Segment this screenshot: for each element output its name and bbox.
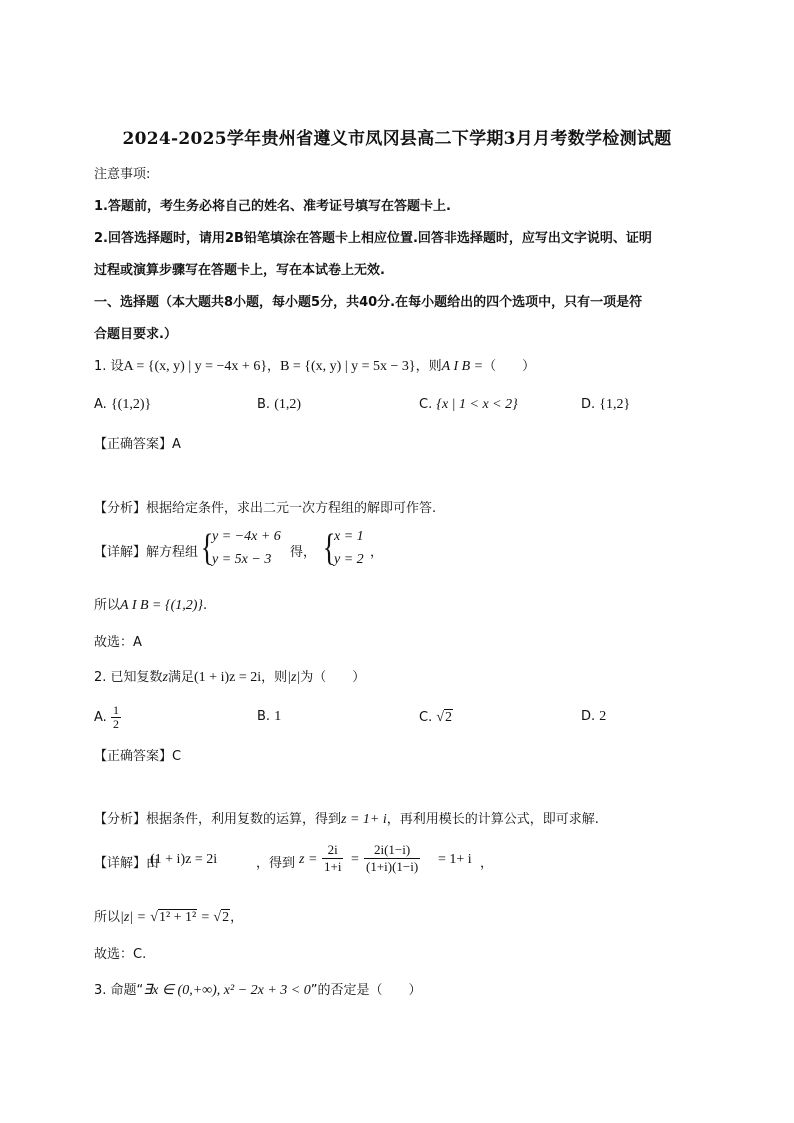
question-1-option-d (581, 397, 630, 413)
detail-prefix: 【详解】由 (94, 856, 160, 871)
stem-prefix: 2. 已知复数 (94, 670, 163, 685)
stem-end: 为（ ） (300, 670, 366, 685)
stem-prefix: 3. 命题“ (94, 983, 144, 998)
analysis-prefix: 【分析】根据条件，利用复数的运算，得到 (94, 812, 342, 827)
option-value: (1,2) (274, 397, 302, 412)
question-1-comma: ， (267, 359, 281, 374)
system-2-equation-2: y = 2 (334, 552, 364, 567)
option-value: 2 (445, 710, 453, 725)
detail-got: 得， (290, 545, 317, 560)
question-1-option-a (94, 397, 151, 413)
question-2-option-a (94, 704, 121, 731)
notice-item-2-line-2: 过程或演算步骤写在答题卡上，写在本试卷上无效. (94, 263, 385, 278)
fraction-numerator: 1 (112, 703, 119, 717)
sqrt-symbol: √ (436, 710, 445, 725)
system-brace: { (200, 527, 214, 569)
question-1-paren: （ ） (483, 359, 536, 374)
equals-sign: = (351, 852, 359, 867)
stem-suffix: ”的否定是（ ） (310, 983, 422, 998)
stem-mid-2: ，则 (261, 670, 288, 685)
section-heading-line-2: 合题目要求.） (94, 327, 177, 342)
option-label: C. (419, 710, 433, 725)
notice-heading: 注意事项: (94, 167, 151, 182)
option-label: D. (581, 397, 596, 412)
question-1-expression: A I B = (441, 359, 484, 374)
system-2-equation-1: x = 1 (334, 529, 364, 544)
question-2-answer: 【正确答案】C (94, 749, 182, 764)
question-1-option-c (419, 397, 518, 413)
system-1-equation-1: y = −4x + 6 (212, 529, 281, 544)
question-1-conclusion (94, 594, 207, 614)
question-1-choose: 故选：A (94, 635, 142, 650)
detail-label: 【详解】解方程组 (94, 545, 199, 560)
so-end: . (203, 598, 208, 613)
question-1-number: 1. 设 (94, 359, 124, 374)
condition: (1 + i)z = 2i (194, 670, 262, 685)
question-1-answer: 【正确答案】A (94, 437, 181, 452)
question-2-option-b (257, 709, 281, 725)
sqrt-symbol: √ (213, 910, 222, 925)
option-label: A. (94, 397, 107, 412)
fraction-2 (364, 842, 420, 875)
detail-condition: (1 + i)z = 2i (150, 852, 218, 867)
detail-mid: ，得到 (256, 856, 296, 871)
fraction (111, 704, 121, 731)
fraction-numerator: 2i(1−i) (364, 842, 420, 859)
question-2-option-d (581, 709, 606, 725)
section-heading-line-1: 一、选择题（本大题共8小题，每小题5分，共40分.在每小题给出的四个选项中，只有一项是符 (94, 295, 643, 310)
fraction-denominator: (1+i)(1−i) (366, 859, 419, 874)
modulus-z: |z| (287, 670, 301, 685)
option-label: A. (94, 710, 107, 725)
option-value: {(1,2)} (110, 397, 152, 412)
option-label: D. (581, 709, 596, 724)
option-label: B. (257, 709, 271, 724)
so-end: ， (230, 910, 244, 925)
question-1-set-a: A = {(x, y) | y = −4x + 6} (123, 359, 268, 374)
question-3-expression: ∃x ∈ (0,+∞), x² − 2x + 3 < 0 (143, 983, 311, 998)
stem-mid: 满足 (168, 670, 195, 685)
question-2-conclusion (94, 906, 243, 926)
radicand: 1² + 1² (158, 910, 197, 925)
question-1-option-b (257, 397, 301, 413)
analysis-expression: z = 1+ i (341, 812, 387, 827)
so-expression: A I B = {(1,2)} (120, 598, 203, 613)
option-value: 1 (274, 709, 282, 724)
notice-item-1: 1.答题前，考生务必将自己的姓名、准考证号填写在答题卡上. (94, 199, 451, 214)
so-prefix: 所以 (94, 598, 121, 613)
detail-z: z = (299, 852, 318, 867)
page-title: 2024-2025学年贵州省遵义市凤冈县高二下学期3月月考数学检测试题 (122, 129, 672, 149)
variable-z: z (162, 670, 168, 685)
option-label: B. (257, 397, 271, 412)
question-2-choose: 故选：C. (94, 947, 147, 962)
detail-result: = 1+ i (438, 852, 472, 867)
fraction-numerator: 2i (322, 842, 343, 859)
fraction-denominator: 2 (112, 717, 119, 731)
so-expression: |z| = (120, 910, 147, 925)
analysis-end: ，再利用模长的计算公式，即可求解. (386, 812, 599, 827)
option-value: 2 (599, 709, 607, 724)
question-1-stem (94, 355, 535, 375)
question-1-analysis: 【分析】根据给定条件，求出二元一次方程组的解即可作答. (94, 501, 437, 516)
option-label: C. (419, 397, 433, 412)
question-2-option-c (419, 709, 453, 726)
equals-sign: = (201, 910, 210, 925)
detail-end: ， (370, 545, 384, 560)
notice-item-2-line-1: 2.回答选择题时，请用2B铅笔填涂在答题卡上相应位置.回答非选择题时，应写出文字说明、证明 (94, 231, 652, 246)
sqrt-symbol: √ (150, 910, 158, 925)
detail-end: ， (480, 856, 494, 871)
question-1-then: ，则 (415, 359, 442, 374)
system-1-equation-2: y = 5x − 3 (212, 552, 272, 567)
question-1-set-b: B = {(x, y) | y = 5x − 3} (280, 359, 416, 374)
question-2-analysis (94, 808, 599, 828)
fraction-1 (322, 842, 343, 875)
question-2-stem (94, 666, 365, 686)
option-value: {1,2} (599, 397, 631, 412)
so-prefix: 所以 (94, 910, 121, 925)
system-brace: { (322, 527, 336, 569)
fraction-denominator: 1+i (324, 859, 342, 874)
question-3-stem (94, 979, 422, 999)
sqrt-value: 2 (222, 910, 230, 925)
option-value: {x | 1 < x < 2} (436, 397, 518, 412)
